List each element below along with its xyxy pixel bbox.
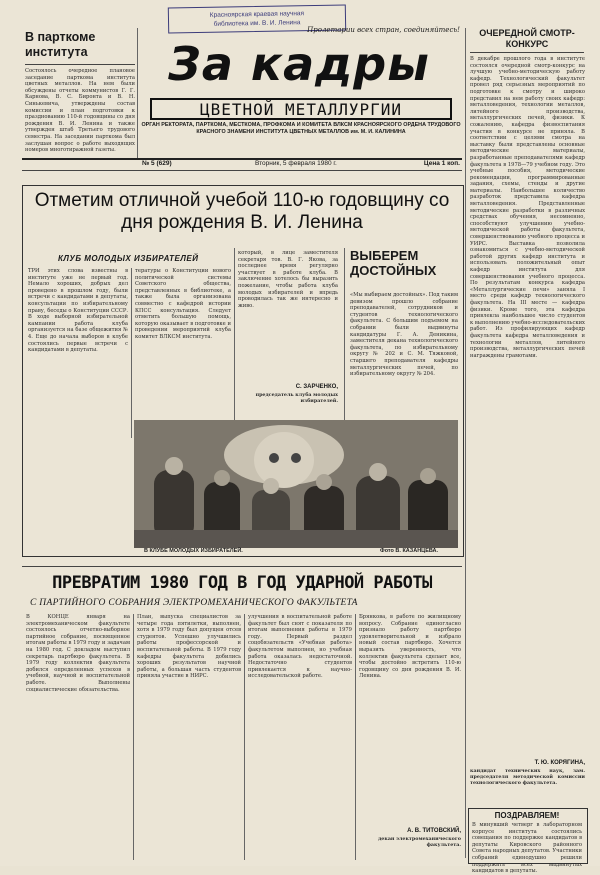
divider [137, 28, 138, 158]
issue-rule-bottom [22, 170, 462, 171]
club-photo-graphic [134, 420, 458, 548]
contest-signature: Т. Ю. КОРЯГИНА, [534, 760, 585, 766]
divider [465, 28, 466, 858]
divider [22, 566, 462, 567]
work-col-3: улучшения в воспитательной работе факультет был снят с показателя по итогам выполнения работы в 1979 году. Первый раздел соцобязательств «Учебная работа» факультетом выполнен, но учебная работа оказалась недостаточной. Недостаточно студентов привлекается к научно-исследовательской работе. [248, 614, 352, 680]
slogan: Пролетарии всех стран, соединяйтесь! [307, 26, 460, 34]
lenin-headline: Отметим отличной учебой 110-ю годовщину со дня рождения В. И. Ленина [34, 190, 450, 233]
masthead-organ: ОРГАН РЕКТОРАТА, ПАРТКОМА, МЕСТКОМА, ПРОФКОМА И КОМИТЕТА ВЛКСМ КРАСНОЯРСКОГО ОРДЕНА ТРУДОВОГО КРАСНОГО ЗНАМЕНИ ИНСТИТУТА ЦВЕТНЫХ МЕТАЛЛОВ им. М. И. КАЛИНИНА [141, 122, 461, 135]
issue-rule-top [22, 158, 462, 160]
club-signature: С. ЗАРЧЕНКО, [295, 384, 338, 390]
club-col-2: тературы о Конституции нового политической системы Советского общества, представленных в библиотеке, а также была организована совместно с кафедрой истории КПСС консультация. Следует отметить большую помощь, которую оказывает в подготовке и проведении мероприятий клуба комитет ВЛКСМ института. [135, 268, 231, 340]
divider [470, 52, 584, 53]
work-col-4: Брянкова, в работе по жилищному вопросу. Собрание единогласно признало работу партбюро удовлетворительной и избрало новый состав партбюро. Хочется выразить уверенность, что коллектив факультета сделает все, чтобы достойно встретить 110-ю годовщину со дня рождения В. И. Ленина. [359, 614, 461, 680]
photo-caption: В КЛУБЕ МОЛОДЫХ ИЗБИРАТЕЛЕЙ. [144, 548, 243, 554]
congrats-heading: ПОЗДРАВЛЯЕМ! [494, 811, 560, 820]
masthead-subtitle: ЦВЕТНОЙ МЕТАЛЛУРГИИ [150, 98, 452, 120]
divider [131, 268, 132, 438]
masthead-title: За кадры [168, 37, 430, 91]
delegates-text: «Мы выбираем достойных». Под таким девизом прошло собрание преподавателей, сотрудников и студентов технологического факультета. С большим подъемом на собрании были выдвинуты кандидатуры Г. А. Деникина, заместителя декана технологического факультета, по избирательному округу № 202 и С. М. Тяжковой, старшего преподавателя кафедры металлургических печей, по избирательному округу № 204. [350, 292, 458, 378]
partkom-heading: В парткоме института [25, 30, 96, 59]
work-signature-role: декан электромеханического факультета. [378, 836, 461, 848]
issue-number: № 5 (629) [142, 160, 172, 167]
contest-text: В декабре прошлого года в институте состоялся очередной смотр-конкурс на лучшую учебно-методическую работу кафедр. Технологический факультет провел ряд серьезных мероприятий по подготовке к смотру и широко представил на нем работу своих кафедр: металловедения, технологии металлов, литейного производства, металлургических печей, физики. К сожалению, кафедра физвоспитания участия в конкурсе не приняла. В соответствии с целями смотра на выставку были представлены основные методические материалы, разработанные преподавателями кафедр факультета в 1978—79 учебном году. Это учебные пособия, методические рекомендации, программированные задания, схемы, стенды и другие материалы. Наибольшее количество разработок представила кафедра металловедения. Представленные методические разработки в различных средствах обучения, несомненно, способствуют улучшению учебно-методической работы факультета, совершенствованию учебного процесса и УИРС. Выставка позволила ознакомиться с учебно-методической работой других кафедр института и использовать положительный опыт кафедр института для совершенствования учебного процесса. По результатам конкурса кафедра «Металлургические печи» заняла I место среди кафедр технологического факультета. На III месте — кафедра физики. Кроме того, эта кафедра привлекла наибольшее число студентов к выполнению учебно-исследовательских работ. Из профилирующих кафедр факультета кафедра металловедения и технологии металлов, литейного производства, металлургических печей награждены грамотами. [470, 56, 585, 359]
contest-signature-role: кандидат технических наук, зам. председателя методической комиссии технологического факультета. [470, 768, 585, 786]
work-col-2: План, выпуска специалистов за четыре года пятилетки, выполнен, хотя в 1979 году был допущен отсев студентов. Успешно улучшились работы профессорской и воспитательной работы. В 1979 году кафедры факультета добились хороших результатов научной работы, а большая часть студентов приняла участие в НИРС. [137, 614, 241, 680]
contest-heading: ОЧЕРЕДНОЙ СМОТР-КОНКУРС [479, 28, 575, 49]
congrats-text: В минувший четверг в лабораторном корпусе института состоялись совещания по поддержке кандидатов в депутаты Кировского районного Совета народных депутатов. Участники собраний единодушно решили поддержать всех выдвинутых кандидатов в депутаты. [472, 822, 582, 875]
stamp-line-2: библиотека им. В. И. Ленина [213, 19, 301, 28]
partkom-text: Состоялось очередное плановое заседание парткома института цветных металлов. На нем были обсуждены отчеты коммунистов Г. Г. Карнова, В. С. Биронта и В. Н. Синькевича, утверждены состав комиссии и план подготовки к празднованию 110-й годовщины со дня рождения В. И. Ленина и также утвержден штаб Третьего трудового семестра. На заседании парткома был заслушан вопрос о работе выходящих номеров многотиражной газеты. [25, 68, 135, 154]
divider [25, 64, 135, 65]
club-photo [134, 420, 458, 548]
club-col-3: который, в лице заместителя секретаря тов. В. Г. Якова, за последнее время регулярно участвует в работе клуба. В заключение хотелось бы выразить пожелание, чтобы работа клуба молодых избирателей и впредь проводилась так же интересно и живо. [238, 250, 338, 309]
delegates-heading: ВЫБЕРЕМ ДОСТОЙНЫХ [350, 248, 437, 278]
issue-date: Вторник, 5 февраля 1980 г. [255, 160, 337, 167]
photo-credit: Фото В. КАЗАНЦЕВА. [380, 548, 439, 554]
divider [355, 614, 356, 860]
work-subheadline: С ПАРТИЙНОГО СОБРАНИЯ ЭЛЕКТРОМЕХАНИЧЕСКОГО ФАКУЛЬТЕТА [30, 598, 358, 608]
club-col-1: ТРИ этих слова известны в институте уже не первый год. Немало хороших, добрых дел проведено в прошлом году, были встречи с кандидатами в депутаты, консультации по избирательному праву, беседы о Конституции СССР. В ходе выборной избирательной кампании работа клуба организуется на базе общежития № 4. Еще до начала выборов в клубе состоялись первые встречи с кандидатами в депутаты. [28, 268, 128, 354]
divider [244, 614, 245, 860]
issue-price: Цена 1 коп. [423, 160, 460, 167]
work-signature: А. В. ТИТОВСКИЙ, [407, 828, 461, 834]
club-signature-role: председатель клуба молодых избирателей. [255, 392, 338, 404]
divider [234, 248, 235, 438]
work-col-1: В КОНЦЕ января на электромеханическом факультете состоялось отчетно-выборное партийное собрание, посвященное итогам работы в 1979 году и задачам на 1980 год. С докладом выступил секретарь партбюро факультета. В 1979 году коллектив факультета добился определенных успехов в учебной, научной и воспитательной работе. Выполнены социалистические обязательства. [26, 614, 130, 693]
divider [344, 248, 345, 438]
work-headline: ПРЕВРАТИМ 1980 ГОД В ГОД УДАРНОЙ РАБОТЫ [52, 573, 432, 593]
divider [133, 614, 134, 860]
club-heading: КЛУБ МОЛОДЫХ ИЗБИРАТЕЛЕЙ [58, 254, 199, 263]
stamp-line-1: Красноярская краевая научная [209, 10, 305, 19]
